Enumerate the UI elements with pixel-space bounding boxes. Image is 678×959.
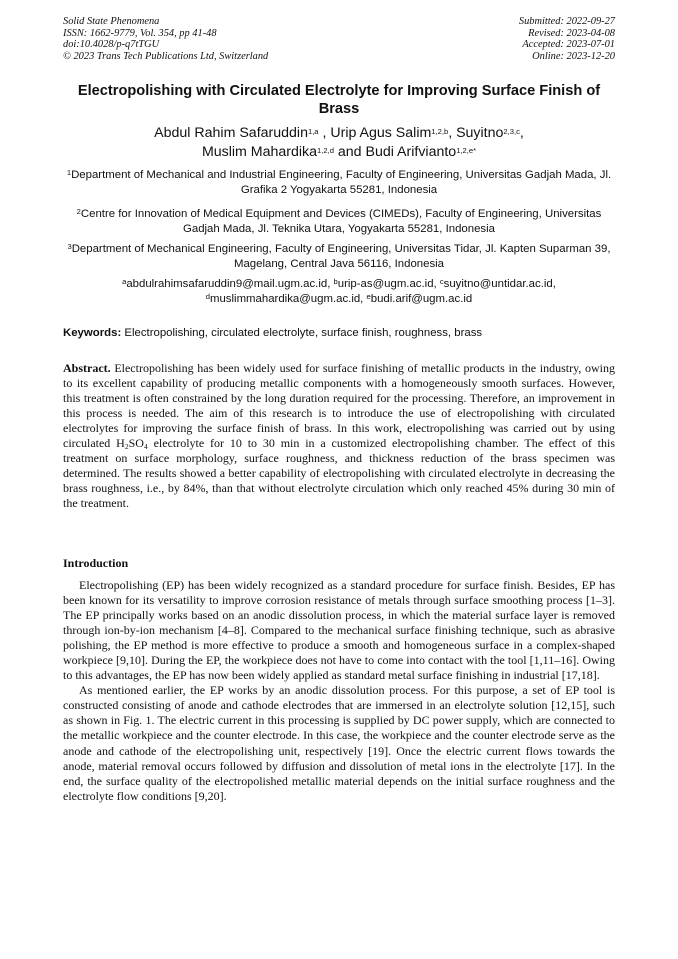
email-link[interactable]: urip-as@ugm.ac.id, [337, 278, 440, 290]
online-date: Online: 2023-12-20 [532, 50, 615, 62]
abstract-paragraph [63, 361, 615, 511]
affiliation-number: 2 [76, 206, 81, 216]
affiliation-1 [63, 168, 615, 198]
paragraph: Electropolishing (EP) has been widely recognized as a standard procedure for surface finish. Besides, EP has been known for its versatility to improve corrosion resistance of metals through surface smoothing process [1–3]. The EP principally works based on an anodic dissolution process, in which the material surface layer is removed through ion-by-ion mechanism [4–8]. Compared to the mechanical surface finishing technique, such as abrasive polishing, the EP method is more effective to produce a smooth and homogeneous surface in a complex-shaped workpiece [9,10]. During the EP, the workpiece does not have to come into contact with the tool [1,11–16]. Owing to this advantages, the EP has now been widely applied as standard metal surface finishing in industrial [17,18]. [63, 578, 615, 683]
doi-line[interactable]: doi:10.4028/p-q7tTGU [63, 39, 160, 51]
author-separator: , [519, 125, 524, 141]
affiliation-3 [63, 242, 615, 272]
author-separator: and [333, 144, 366, 160]
author-name: Abdul Rahim Safaruddin [154, 125, 308, 141]
abstract-text: electrolyte for 10 to 30 min in a customized electropolishing chamber. The effect of this treatment on surface morphology, surface roughness, and thickness reduction of the brass specimen was determined. The results showed a better capability of electropolishing with circulated electrolyte in decreasing the brass roughness, i.e., by 84%, than that without electrolyte circulation which only reached 45% during 30 min of the treatment. [63, 436, 616, 511]
affiliation-text: Centre for Innovation of Medical Equipment and Devices (CIMEDs), Faculty of Engineering, Universitas Gadjah Mada, Jl. Teknika Utara, Yogyakarta 55281, Indonesia [80, 208, 602, 235]
revised-date: Revised: 2023-04-08 [528, 27, 615, 39]
affiliation-number: 1 [66, 167, 72, 177]
abstract-text: Electropolishing has been widely used for surface finishing of metallic products in the industry, owing to its excellent capability of producing metallic components with a homogeneously smooth surfaces. However, this treatment is often constrained by the long duration required for the processing. Therefore, an improvement in this process is needed. The aim of this research is to introduce the use of electropolishing with circulated electrolytes for improving the surface finish of brass. In this work, electropolishing was carried out by using circulated H [63, 361, 615, 451]
author-affiliation-mark: 1,2,d [317, 145, 334, 155]
affiliation-2 [63, 207, 615, 237]
email-link[interactable]: abdulrahimsafaruddin9@mail.ugm.ac.id, [126, 278, 334, 290]
section-heading-introduction: Introduction [63, 556, 129, 570]
author-affiliation-mark: 2,3,c [503, 126, 520, 136]
issn-line: ISSN: 1662-9779, Vol. 354, pp 41-48 [63, 27, 217, 39]
journal-info [63, 16, 268, 62]
affiliation-number: 3 [67, 241, 72, 251]
author-affiliation-mark: 1,2,b [431, 126, 449, 136]
paper-title: Electropolishing with Circulated Electrolyte for Improving Surface Finish of Brass [77, 83, 601, 117]
paragraph: As mentioned earlier, the EP works by an anodic dissolution process. For this purpose, a set of EP tool is constructed consisting of anode and cathode electrodes that are immersed in an electrolyte solution [12,15], such as shown in Fig. 1. The electric current in this processing is supplied by DC power supply, which are connected to the metallic workpiece and the counter electrode. In this case, the workpiece and the counter electrode serve as the anode and cathode of the electropolishing unit, respectively [19]. Once the electric current flows towards the anode, material removal occurs followed by diffusion and dissolution of metal ions in the electrolyte [17]. In the end, the surface quality of the electropolished metallic material depends on the initial surface roughness and the electrolyte flow conditions [9,20]. [63, 683, 615, 803]
author-affiliation-mark: 1,2,e* [456, 145, 477, 155]
email-mark: a [122, 276, 127, 286]
author-list [63, 124, 615, 162]
email-link[interactable]: suyitno@untidar.ac.id, [443, 278, 556, 290]
affiliation-text: Department of Mechanical Engineering, Faculty of Engineering, Universitas Tidar, Jl. Kapten Suparman 39, Magelang, Central Java 56116, Indonesia [71, 243, 611, 270]
email-mark: b [333, 276, 338, 286]
affiliation-text: Department of Mechanical and Industrial Engineering, Faculty of Engineering, Universitas Gadjah Mada, Jl. Grafika 2 Yogyakarta 55281, Indonesia [71, 169, 612, 196]
author-name: Urip Agus Salim [330, 125, 432, 141]
journal-name: Solid State Phenomena [63, 16, 160, 27]
abstract-label: Abstract. [63, 361, 111, 375]
keywords-line [63, 326, 615, 341]
subscript: 4 [143, 442, 148, 452]
author-separator: , [318, 125, 331, 141]
email-mark: d [205, 291, 210, 301]
subscript: 2 [124, 442, 129, 452]
author-name: Muslim Mahardika [201, 144, 318, 160]
author-name: Budi Arifvianto [365, 144, 457, 160]
email-list [63, 277, 615, 307]
accepted-date: Accepted: 2023-07-01 [522, 39, 615, 51]
submitted-date: Submitted: 2022-09-27 [518, 16, 615, 27]
author-affiliation-mark: 1,a [307, 126, 319, 136]
email-mark: e [366, 291, 371, 301]
publication-dates [519, 16, 615, 62]
email-link[interactable]: muslimmahardika@ugm.ac.id, [209, 293, 367, 305]
keywords-text: Electropolishing, circulated electrolyte, surface finish, roughness, brass [121, 327, 483, 339]
abstract-text: SO [128, 436, 144, 451]
copyright-line: © 2023 Trans Tech Publications Ltd, Switzerland [63, 50, 269, 62]
author-name: Suyitno [456, 125, 504, 141]
introduction-body [63, 578, 615, 804]
author-separator: , [448, 125, 457, 141]
keywords-label: Keywords: [63, 327, 122, 339]
email-mark: c [439, 276, 444, 286]
email-link[interactable]: budi.arif@ugm.ac.id [370, 293, 473, 305]
